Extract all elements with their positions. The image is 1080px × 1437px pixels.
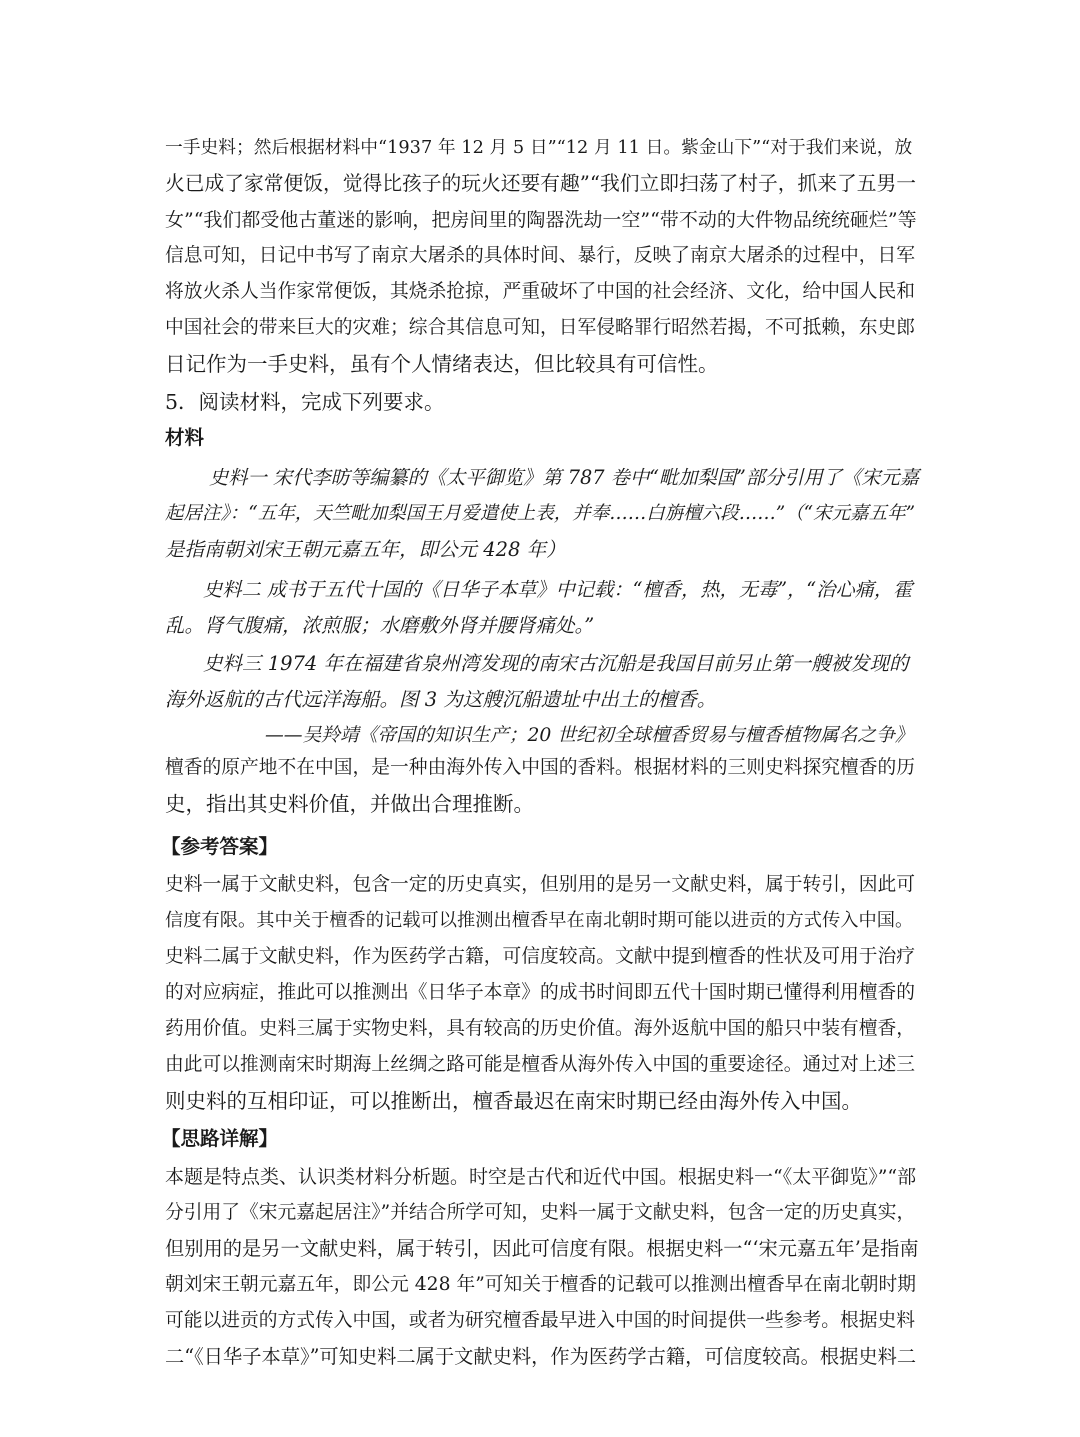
answer-line: 信度有限。其中关于檀香的记载可以推测出檀香早在南北朝时期可能以进贡的方式传入中国。 [165, 910, 914, 931]
answer-line: 史料二属于文献史料，作为医药学古籍，可信度较高。文献中提到檀香的性状及可用于治疗 [165, 946, 915, 967]
analysis-line: 朝刘宋王朝元嘉五年，即公元 428 年”可知关于檀香的记载可以推测出檀香早在南北朝时期 [165, 1274, 917, 1295]
question-prompt-line: 史，指出其史料价值，并做出合理推断。 [165, 792, 534, 816]
question-title: 5．阅读材料，完成下列要求。 [165, 390, 445, 414]
source-one-line: 起居注》：“五年，天竺毗加梨国王月爱遣使上表，并奉……白旃檀六段……”（“宋元嘉五年” [165, 503, 916, 524]
source-three-line: 史料三 1974 年在福建省泉州湾发现的南宋古沉船是我国目前另止第一艘被发现的 [203, 652, 909, 675]
intro-line: 将放火杀人当作家常便饭，其烧杀抢掠，严重破坏了中国的社会经济、文化，给中国人民和 [165, 281, 915, 302]
source-one-line: 是指南朝刘宋王朝元嘉五年，即公元 428 年） [165, 538, 566, 561]
intro-line: 信息可知，日记中书写了南京大屠杀的具体时间、暴行，反映了南京大屠杀的过程中，日军 [165, 245, 915, 266]
answer-line: 药用价值。史料三属于实物史料，具有较高的历史价值。海外返航中国的船只中装有檀香， [165, 1018, 915, 1039]
answer-line: 由此可以推测南宋时期海上丝绸之路可能是檀香从海外传入中国的重要途径。通过对上述三 [165, 1054, 915, 1075]
analysis-line: 二“《日华子本草》”可知史料二属于文献史料，作为医药学古籍，可信度较高。根据史料二 [165, 1345, 917, 1368]
analysis-line: 分引用了《宋元嘉起居注》”并结合所学可知，史料一属于文献史料，包含一定的历史真实， [165, 1202, 916, 1223]
source-three-line: 海外返航的古代远洋海船。图 3 为这艘沉船遗址中出土的檀香。 [165, 688, 717, 711]
source-two-line: 乱。肾气腹痛，浓煎服；水磨敷外肾并腰肾痛处。” [165, 614, 595, 637]
source-two-line: 史料二 成书于五代十国的《日华子本草》中记载：“檀香，热，无毒”，“治心痛，霍 [203, 578, 913, 601]
answer-line: 则史料的互相印证，可以推断出，檀香最迟在南宋时期已经由海外传入中国。 [165, 1089, 862, 1113]
answer-line: 的对应病症，推此可以推测出《日华子本章》的成书时间即五代十国时期已懂得利用檀香的 [165, 982, 915, 1003]
analysis-heading: 【思路详解】 [161, 1127, 279, 1150]
source-one-line: 史料一 宋代李昉等编纂的《太平御览》第 787 卷中“毗加梨国”部分引用了《宋元嘉 [209, 466, 920, 489]
analysis-line: 可能以进贡的方式传入中国，或者为研究檀香最早进入中国的时间提供一些参考。根据史料 [165, 1310, 915, 1331]
analysis-line: 但别用的是另一文献史料，属于转引，因此可信度有限。根据史料一“‘宋元嘉五年’是指南 [165, 1237, 919, 1260]
answer-heading: 【参考答案】 [161, 835, 279, 858]
question-prompt-line: 檀香的原产地不在中国，是一种由海外传入中国的香料。根据材料的三则史料探究檀香的历 [165, 757, 915, 778]
intro-line: 日记作为一手史料，虽有个人情绪表达，但比较具有可信性。 [165, 352, 719, 376]
intro-line: 一手史料；然后根据材料中“1937 年 12 月 5 日”“12 月 11 日。紫金山下”“对于我们来说，放 [165, 138, 913, 158]
intro-line: 中国社会的带来巨大的灾难；综合其信息可知，日军侵略罪行昭然若揭，不可抵赖，东史郎 [165, 317, 915, 338]
analysis-line: 本题是特点类、认识类材料分析题。时空是古代和近代中国。根据史料一“《太平御览》”“部 [165, 1166, 917, 1188]
material-label: 材料 [165, 426, 205, 449]
intro-line: 女”“我们都受他古董迷的影响，把房间里的陶器洗劫一空”“带不动的大件物品统统砸烂”等 [165, 209, 917, 231]
intro-line: 火已成了家常便饭，觉得比孩子的玩火还要有趣”“我们立即扫荡了村子，抓来了五男一 [165, 172, 916, 195]
source-citation: ——吴羚靖《帝国的知识生产；20 世纪初全球檀香贸易与檀香植物属名之争》 [265, 725, 914, 746]
answer-line: 史料一属于文献史料，包含一定的历史真实，但别用的是另一文献史料，属于转引，因此可 [165, 874, 915, 895]
